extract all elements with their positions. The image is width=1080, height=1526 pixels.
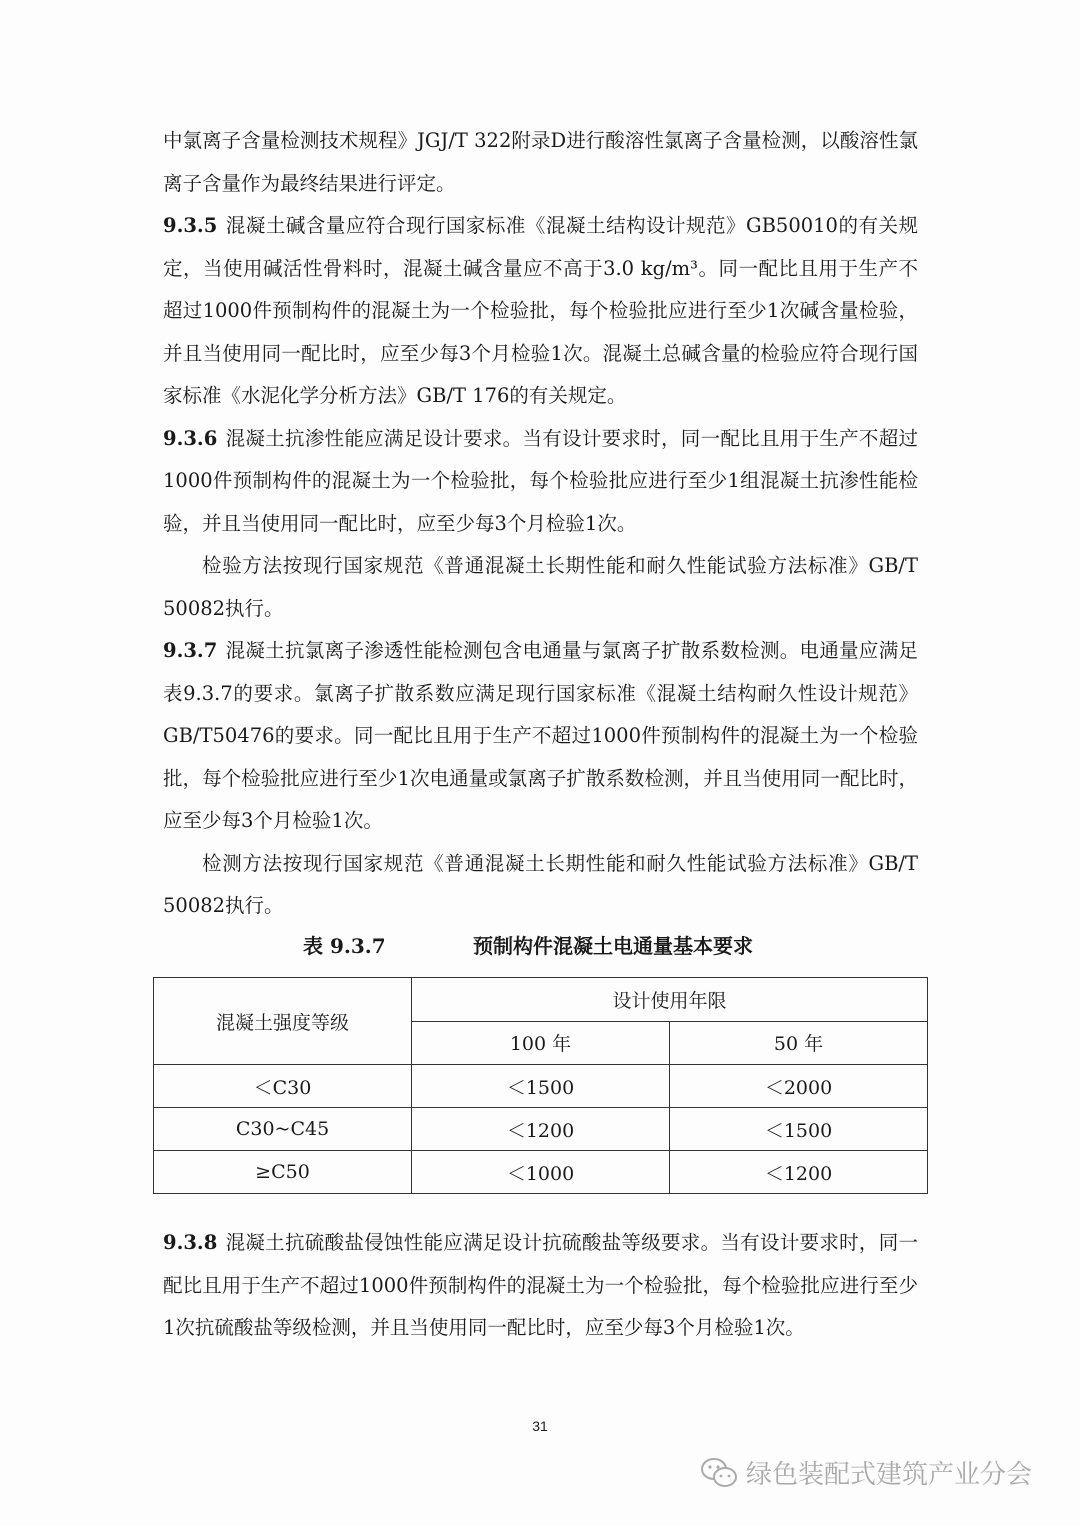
document-body-after-table bbox=[163, 1222, 918, 1350]
cell-100: ＜1000 bbox=[412, 1151, 670, 1194]
cell-100: ＜1200 bbox=[412, 1108, 670, 1151]
table-title: 预制构件混凝土电通量基本要求 bbox=[473, 934, 753, 958]
watermark-text: 绿色装配式建筑产业分会 bbox=[746, 1460, 1033, 1490]
cell-grade: C30~C45 bbox=[154, 1108, 412, 1151]
page-number: 31 bbox=[532, 1418, 548, 1434]
clause-number: 9.3.7 bbox=[163, 639, 218, 662]
cell-grade: ＜C30 bbox=[154, 1065, 412, 1108]
watermark bbox=[700, 1454, 1032, 1491]
table-row bbox=[154, 1108, 928, 1151]
table-label: 表 9.3.7 bbox=[303, 934, 386, 958]
header-grade: 混凝土强度等级 bbox=[154, 978, 412, 1065]
cell-grade: ≥C50 bbox=[154, 1151, 412, 1194]
electric-flux-table bbox=[153, 977, 928, 1194]
clause-number: 9.3.8 bbox=[163, 1231, 218, 1254]
header-service-life: 设计使用年限 bbox=[412, 978, 928, 1022]
clause-9-3-5: 9.3.5 混凝土碱含量应符合现行国家标准《混凝土结构设计规范》GB50010的有关规定，当使用碱活性骨料时，混凝土碱含量应不高于3.0 kg/m³。同一配比且用于生产不超过1000件预制构件的混凝土为一个检验批，每个检验批应进行至少1次碱含量检验，并且当使用同一配比时，应至少每3个月检验1次。混凝土总碱含量的检验应符合现行国家标准《水泥化学分析方法》GB/T 176的有关规定。 bbox=[163, 214, 918, 407]
cell-100: ＜1500 bbox=[412, 1065, 670, 1108]
clause-9-3-6: 9.3.6 混凝土抗渗性能应满足设计要求。当有设计要求时，同一配比且用于生产不超过1000件预制构件的混凝土为一个检验批，每个检验批应进行至少1组混凝土抗渗性能检验，并且当使用同一配比时，应至少每3个月检验1次。 bbox=[163, 426, 918, 535]
paragraph-test-method: 检验方法按现行国家规范《普通混凝土长期性能和耐久性能试验方法标准》GB/T 50082执行。 bbox=[163, 554, 918, 620]
wechat-icon bbox=[700, 1457, 738, 1489]
cell-50: ＜1500 bbox=[670, 1108, 928, 1151]
clause-number: 9.3.6 bbox=[163, 426, 218, 450]
table-caption bbox=[163, 930, 918, 966]
clause-9-3-8: 9.3.8 混凝土抗硫酸盐侵蚀性能应满足设计抗硫酸盐等级要求。当有设计要求时，同一配比且用于生产不超过1000件预制构件的混凝土为一个检验批，每个检验批应进行至少1次抗硫酸盐等级检测，并且当使用同一配比时，应至少每3个月检验1次。 bbox=[163, 1231, 918, 1339]
header-50-years: 50 年 bbox=[670, 1021, 928, 1065]
cell-50: ＜1200 bbox=[670, 1151, 928, 1194]
clause-9-3-7: 9.3.7 混凝土抗氯离子渗透性能检测包含电通量与氯离子扩散系数检测。电通量应满足表9.3.7的要求。氯离子扩散系数应满足现行国家标准《混凝土结构耐久性设计规范》GB/T50476的要求。同一配比且用于生产不超过1000件预制构件的混凝土为一个检验批，每个检验批应进行至少1次电通量或氯离子扩散系数检测，并且当使用同一配比时，应至少每3个月检验1次。 bbox=[163, 639, 918, 832]
paragraph-detection-method: 检测方法按现行国家规范《普通混凝土长期性能和耐久性能试验方法标准》GB/T 50082执行。 bbox=[163, 851, 918, 917]
table-row bbox=[154, 1151, 928, 1194]
document-body bbox=[163, 120, 918, 928]
cell-50: ＜2000 bbox=[670, 1065, 928, 1108]
table-row bbox=[154, 1065, 928, 1108]
clause-number: 9.3.5 bbox=[163, 214, 218, 237]
header-100-years: 100 年 bbox=[412, 1021, 670, 1065]
paragraph-continuation: 中氯离子含量检测技术规程》JGJ/T 322附录D进行酸溶性氯离子含量检测，以酸溶性氯离子含量作为最终结果进行评定。 bbox=[163, 129, 918, 195]
